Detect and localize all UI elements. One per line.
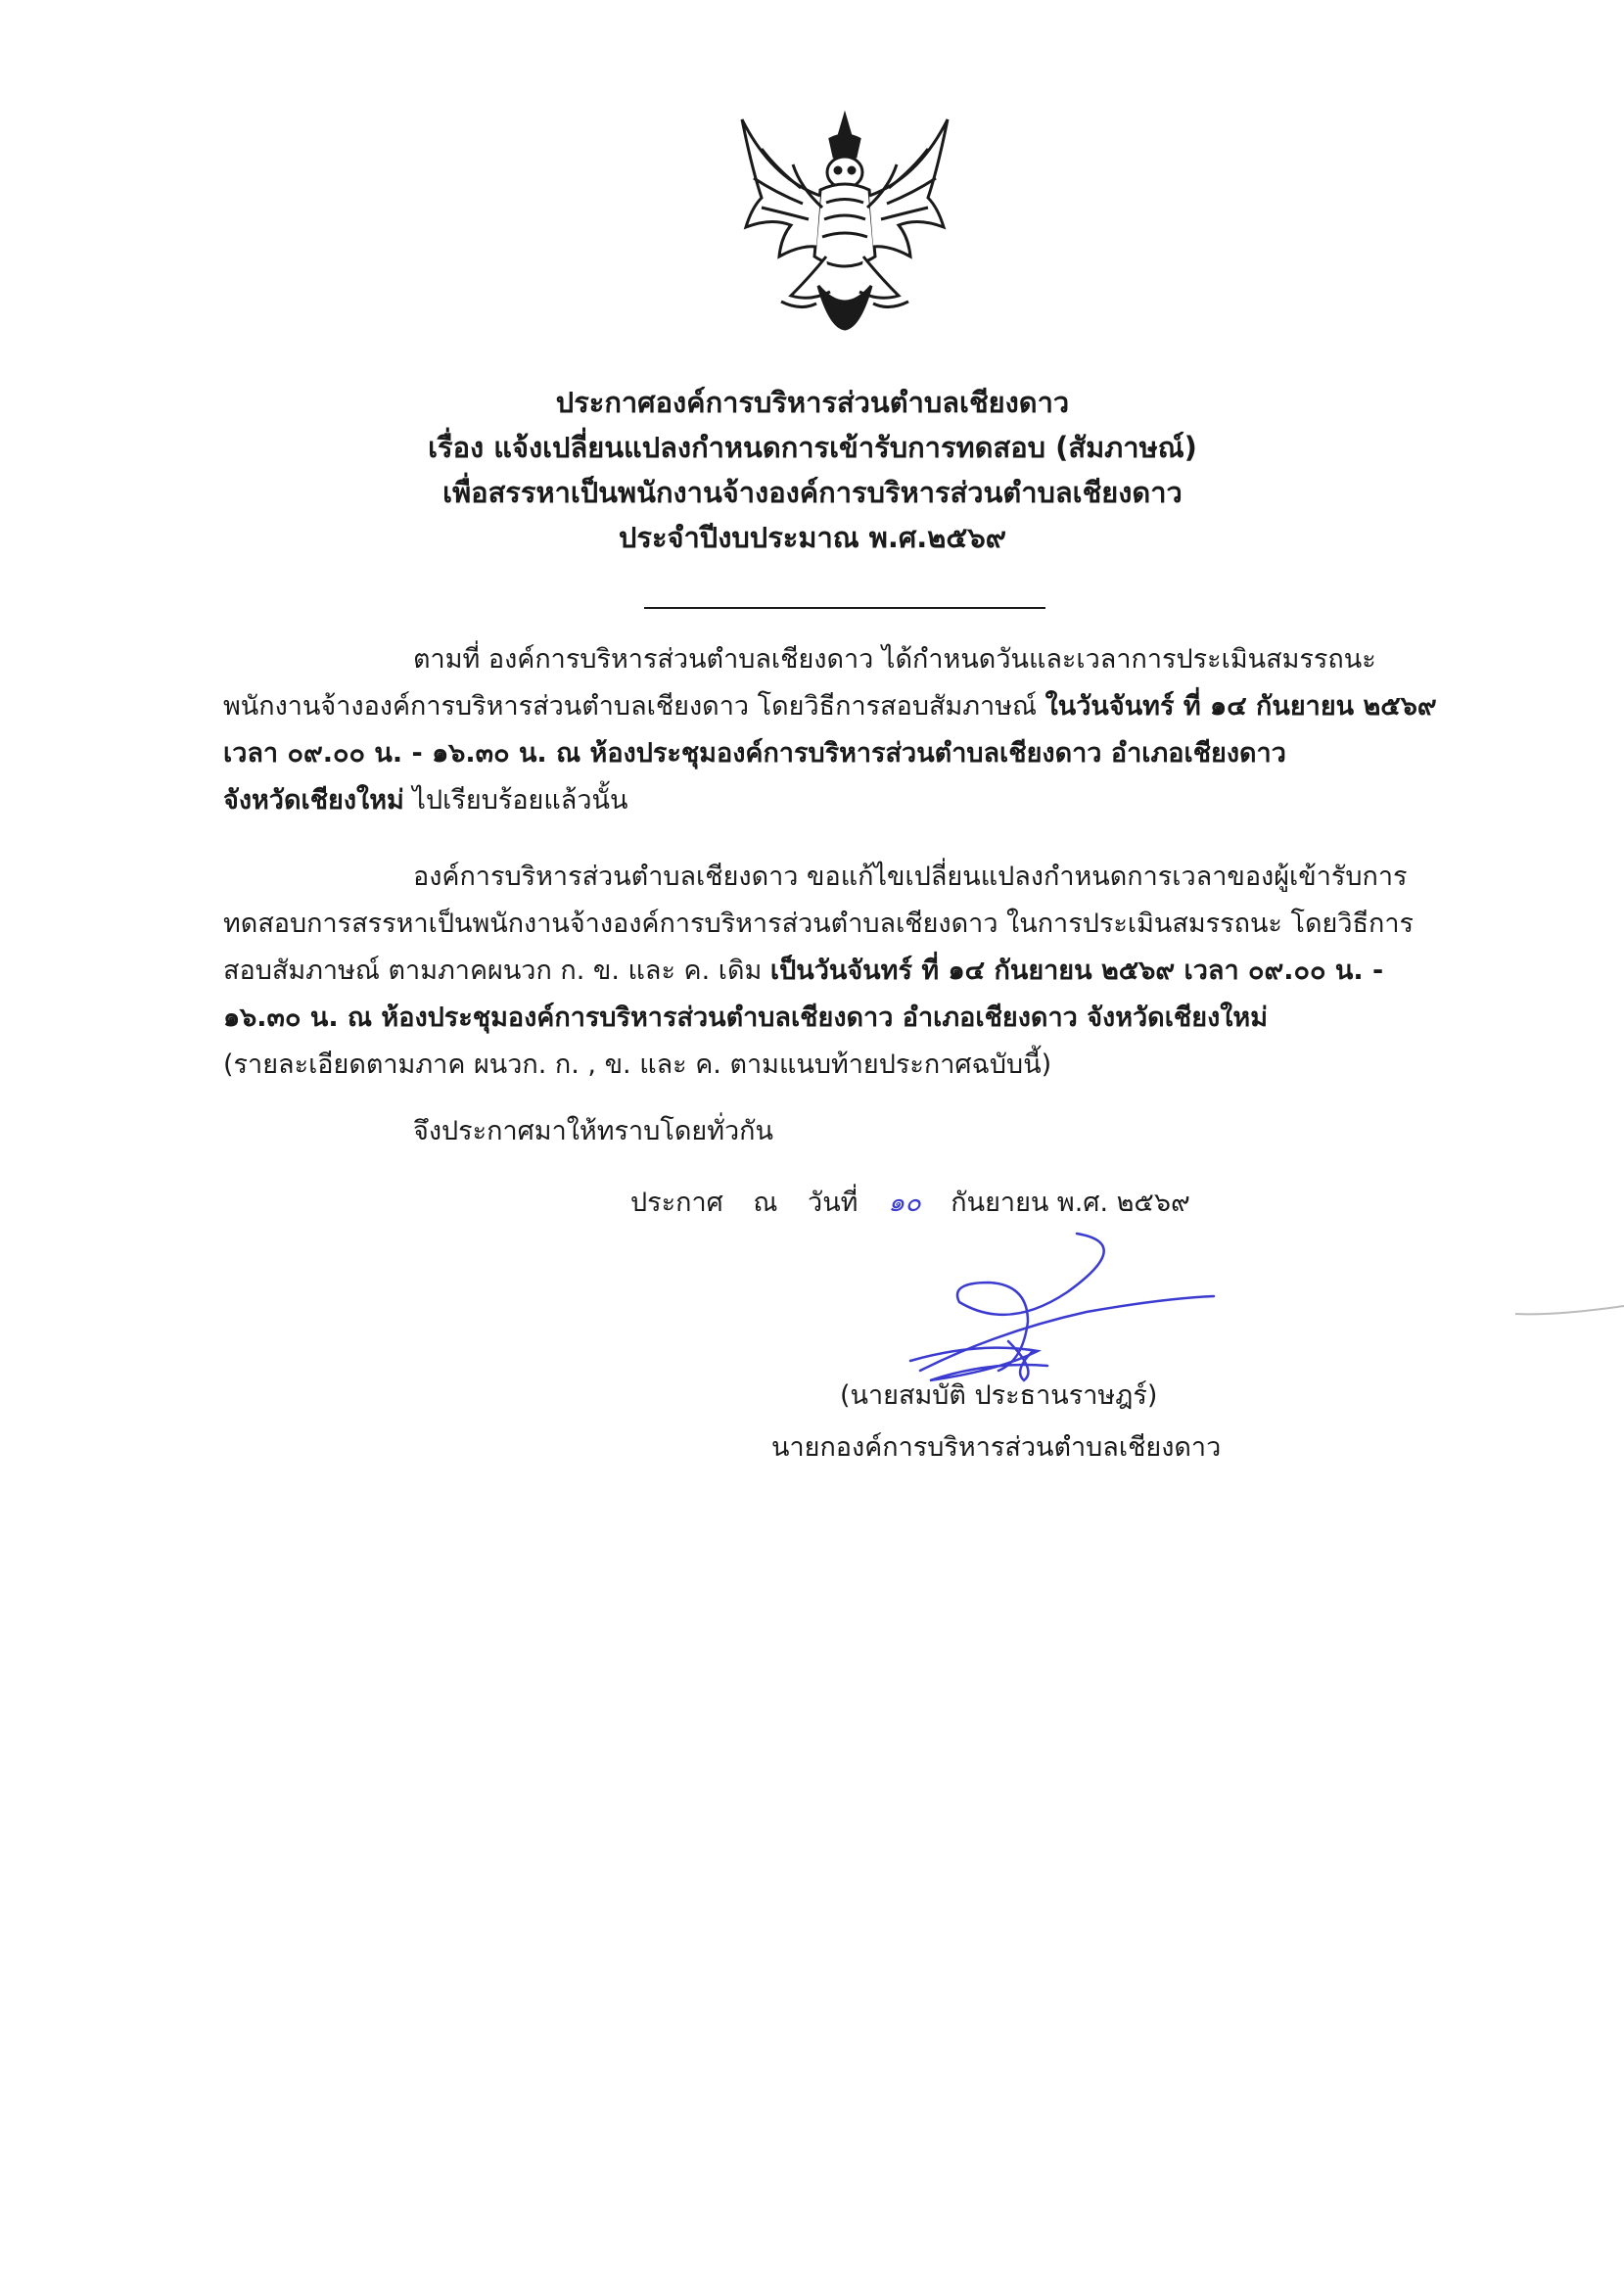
p2-line-3a: สอบสัมภาษณ์ ตามภาคผนวก ก. ข. และ ค. เดิม (223, 956, 770, 986)
paragraph-1 (223, 636, 1462, 824)
date-day-label: วันที่ (808, 1188, 858, 1218)
signer-title: นายกองค์การบริหารส่วนตำบลเชียงดาว (771, 1432, 1222, 1463)
header-line-3: เพื่อสรรหาเป็นพนักงานจ้างองค์การบริหารส่วนตำบลเชียงดาว (442, 476, 1183, 509)
announcement-date (630, 1180, 1212, 1227)
p1-line-4b: ไปเรียบร้อยแล้วนั้น (403, 785, 628, 816)
date-at-label: ณ (753, 1188, 778, 1218)
p2-line-3b: เป็นวันจันทร์ ที่ ๑๔ กันยายน ๒๕๖๙ เวลา ๐๙.๐๐ น. - (769, 956, 1384, 986)
p1-line-3: เวลา ๐๙.๐๐ น. - ๑๖.๓๐ น. ณ ห้องประชุมองค์การบริหารส่วนตำบลเชียงดาว อำเภอเชียงดาว (223, 738, 1286, 769)
header-divider (644, 607, 1045, 609)
p1-line-1: ตามที่ องค์การบริหารส่วนตำบลเชียงดาว ได้กำหนดวันและเวลาการประเมินสมรรถนะ (413, 644, 1376, 675)
scan-edge-mark (1515, 1302, 1624, 1322)
date-day-value: ๑๐ (888, 1188, 921, 1218)
p2-line-5: (รายละเอียดตามภาค ผนวก. ก. , ข. และ ค. ตามแนบท้ายประกาศฉบับนี้) (223, 1050, 1052, 1080)
header-line-1: ประกาศองค์การบริหารส่วนตำบลเชียงดาว (555, 386, 1070, 419)
p1-line-4a: จังหวัดเชียงใหม่ (223, 785, 404, 816)
p2-line-1: องค์การบริหารส่วนตำบลเชียงดาว ขอแก้ไขเปลี่ยนแปลงกำหนดการเวลาของผู้เข้ารับการ (413, 862, 1408, 892)
header-line-2: เรื่อง แจ้งเปลี่ยนแปลงกำหนดการเข้ารับการทดสอบ (สัมภาษณ์) (428, 431, 1197, 464)
closing-statement: จึงประกาศมาให้ทราบโดยทั่วกัน (413, 1116, 773, 1146)
date-announce-label: ประกาศ (630, 1188, 723, 1218)
garuda-emblem-icon (732, 110, 957, 333)
p2-line-2: ทดสอบการสรรหาเป็นพนักงานจ้างองค์การบริหารส่วนตำบลเชียงดาว ในการประเมินสมรรถนะ โดยวิธีการ (223, 909, 1415, 939)
date-month-year: กันยายน พ.ศ. ๒๕๖๙ (951, 1188, 1190, 1218)
p1-line-2b: ในวันจันทร์ ที่ ๑๔ กันยายน ๒๕๖๙ (1044, 691, 1437, 722)
paragraph-2 (223, 854, 1462, 1089)
p1-line-2a: พนักงานจ้างองค์การบริหารส่วนตำบลเชียงดาว โดยวิธีการสอบสัมภาษณ์ (223, 691, 1045, 722)
document-header (196, 380, 1429, 560)
p2-line-4: ๑๖.๓๐ น. ณ ห้องประชุมองค์การบริหารส่วนตำบลเชียงดาว อำเภอเชียงดาว จังหวัดเชียงใหม่ (223, 1003, 1269, 1033)
signer-name: (นายสมบัติ ประธานราษฎร์) (840, 1380, 1158, 1411)
handwritten-signature (842, 1224, 1233, 1390)
header-line-4: ประจำปีงบประมาณ พ.ศ.๒๕๖๙ (618, 521, 1007, 554)
